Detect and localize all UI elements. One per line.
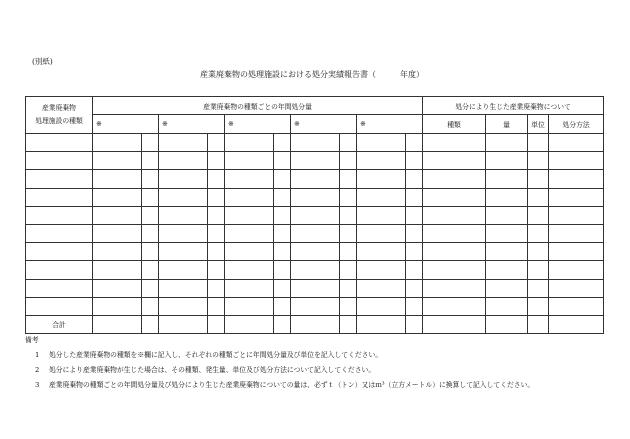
entry-cell[interactable] xyxy=(406,206,423,224)
entry-cell[interactable] xyxy=(142,297,159,315)
generated-type-header: 種類 xyxy=(423,115,486,134)
facility-type-header: 産業廃棄物 処理施設の種類 xyxy=(26,97,93,134)
note-text: 処分により産業廃棄物が生じた場合は、その種類、発生量、単位及び処分方法について記入してください。 xyxy=(49,366,376,374)
entry-cell[interactable] xyxy=(549,224,604,242)
entry-cell[interactable] xyxy=(357,261,406,279)
entry-cell[interactable] xyxy=(486,134,528,152)
note-item-2 xyxy=(25,363,534,378)
entry-cell[interactable] xyxy=(225,261,274,279)
entry-cell[interactable] xyxy=(225,170,274,188)
entry-cell[interactable] xyxy=(549,261,604,279)
entry-cell[interactable] xyxy=(274,206,291,224)
table-row xyxy=(26,243,604,261)
entry-cell[interactable] xyxy=(291,188,340,206)
entry-cell[interactable] xyxy=(340,188,357,206)
total-cell[interactable] xyxy=(93,315,142,333)
entry-cell[interactable] xyxy=(159,297,208,315)
entry-cell[interactable] xyxy=(340,170,357,188)
entry-cell[interactable] xyxy=(340,297,357,315)
entry-cell[interactable] xyxy=(486,206,528,224)
entry-cell[interactable] xyxy=(208,261,225,279)
entry-cell[interactable] xyxy=(26,243,93,261)
entry-cell[interactable] xyxy=(549,188,604,206)
entry-cell[interactable] xyxy=(26,224,93,242)
entry-cell[interactable] xyxy=(26,297,93,315)
entry-cell[interactable] xyxy=(357,188,406,206)
note-item-3 xyxy=(25,378,534,393)
entry-cell[interactable] xyxy=(357,134,406,152)
entry-cell[interactable] xyxy=(142,261,159,279)
entry-cell[interactable] xyxy=(340,224,357,242)
entry-cell[interactable] xyxy=(340,206,357,224)
table-row xyxy=(26,279,604,297)
entry-cell[interactable] xyxy=(208,206,225,224)
entry-cell[interactable] xyxy=(159,206,208,224)
entry-cell[interactable] xyxy=(406,170,423,188)
entry-cell[interactable] xyxy=(274,170,291,188)
entry-cell[interactable] xyxy=(357,279,406,297)
total-cell[interactable] xyxy=(291,315,340,333)
total-label: 合計 xyxy=(26,315,93,333)
entry-cell[interactable] xyxy=(159,152,208,170)
entry-cell[interactable] xyxy=(486,279,528,297)
entry-cell[interactable] xyxy=(93,261,142,279)
notes-heading: 備考 xyxy=(25,336,39,344)
total-cell[interactable] xyxy=(274,315,291,333)
entry-cell[interactable] xyxy=(549,170,604,188)
table-row xyxy=(26,152,604,170)
entry-cell[interactable] xyxy=(274,188,291,206)
total-cell[interactable] xyxy=(159,315,208,333)
total-cell[interactable] xyxy=(486,315,528,333)
entry-cell[interactable] xyxy=(406,134,423,152)
entry-cell[interactable] xyxy=(291,243,340,261)
entry-cell[interactable] xyxy=(340,134,357,152)
entry-cell[interactable] xyxy=(357,224,406,242)
entry-cell[interactable] xyxy=(208,243,225,261)
entry-cell[interactable] xyxy=(423,243,486,261)
entry-cell[interactable] xyxy=(142,134,159,152)
entry-cell[interactable] xyxy=(528,224,549,242)
waste-type-mark-4: ※ xyxy=(291,115,357,134)
entry-cell[interactable] xyxy=(159,279,208,297)
entry-cell[interactable] xyxy=(142,243,159,261)
entry-cell[interactable] xyxy=(486,297,528,315)
entry-cell[interactable] xyxy=(274,134,291,152)
note-number: 1 xyxy=(35,351,40,359)
entry-cell[interactable] xyxy=(406,297,423,315)
entry-cell[interactable] xyxy=(528,243,549,261)
entry-cell[interactable] xyxy=(528,170,549,188)
entry-cell[interactable] xyxy=(93,297,142,315)
entry-cell[interactable] xyxy=(274,243,291,261)
table-row xyxy=(26,188,604,206)
entry-cell[interactable] xyxy=(486,261,528,279)
entry-cell[interactable] xyxy=(528,152,549,170)
entry-cell[interactable] xyxy=(274,261,291,279)
generated-method-header: 処分方法 xyxy=(549,115,604,134)
entry-cell[interactable] xyxy=(208,297,225,315)
entry-cell[interactable] xyxy=(225,188,274,206)
entry-cell[interactable] xyxy=(26,261,93,279)
entry-cell[interactable] xyxy=(159,188,208,206)
entry-cell[interactable] xyxy=(528,134,549,152)
entry-cell[interactable] xyxy=(26,206,93,224)
table-row xyxy=(26,297,604,315)
entry-cell[interactable] xyxy=(549,206,604,224)
total-row xyxy=(26,315,604,333)
entry-cell[interactable] xyxy=(159,261,208,279)
entry-cell[interactable] xyxy=(93,206,142,224)
entry-cell[interactable] xyxy=(208,152,225,170)
entry-cell[interactable] xyxy=(406,243,423,261)
note-text: 産業廃棄物の種類ごとの年間処分量及び処分により生じた産業廃棄物についての量は、必ずｔ（トン）又はｍ³（立方メートル）に換算して記入してください。 xyxy=(49,381,535,389)
note-number: 2 xyxy=(35,366,40,374)
entry-cell[interactable] xyxy=(406,224,423,242)
total-cell[interactable] xyxy=(208,315,225,333)
entry-cell[interactable] xyxy=(93,224,142,242)
entry-cell[interactable] xyxy=(274,279,291,297)
generated-amount-header: 量 xyxy=(486,115,528,134)
waste-type-mark-2: ※ xyxy=(159,115,225,134)
entry-cell[interactable] xyxy=(549,279,604,297)
entry-cell[interactable] xyxy=(423,261,486,279)
entry-cell[interactable] xyxy=(208,224,225,242)
entry-cell[interactable] xyxy=(406,261,423,279)
note-item-1 xyxy=(25,348,534,363)
entry-cell[interactable] xyxy=(291,206,340,224)
entry-cell[interactable] xyxy=(357,243,406,261)
table-row xyxy=(26,206,604,224)
entry-cell[interactable] xyxy=(357,297,406,315)
entry-cell[interactable] xyxy=(159,224,208,242)
entry-cell[interactable] xyxy=(340,261,357,279)
entry-cell[interactable] xyxy=(93,243,142,261)
entry-cell[interactable] xyxy=(486,224,528,242)
entry-cell[interactable] xyxy=(486,243,528,261)
total-cell[interactable] xyxy=(225,315,274,333)
entry-cell[interactable] xyxy=(340,243,357,261)
entry-cell[interactable] xyxy=(291,152,340,170)
entry-cell[interactable] xyxy=(225,279,274,297)
entry-cell[interactable] xyxy=(291,297,340,315)
entry-cell[interactable] xyxy=(423,297,486,315)
entry-cell[interactable] xyxy=(486,170,528,188)
notes-section xyxy=(25,333,534,393)
waste-type-mark-3: ※ xyxy=(225,115,291,134)
entry-cell[interactable] xyxy=(291,224,340,242)
table-row xyxy=(26,170,604,188)
entry-cell[interactable] xyxy=(549,134,604,152)
entry-cell[interactable] xyxy=(142,188,159,206)
entry-cell[interactable] xyxy=(93,170,142,188)
total-cell[interactable] xyxy=(423,315,486,333)
entry-cell[interactable] xyxy=(406,279,423,297)
entry-cell[interactable] xyxy=(142,170,159,188)
entry-cell[interactable] xyxy=(528,297,549,315)
entry-cell[interactable] xyxy=(291,279,340,297)
waste-type-mark-1: ※ xyxy=(93,115,159,134)
entry-cell[interactable] xyxy=(549,152,604,170)
entry-cell[interactable] xyxy=(528,188,549,206)
table-row xyxy=(26,224,604,242)
entry-cell[interactable] xyxy=(549,297,604,315)
total-cell[interactable] xyxy=(357,315,406,333)
entry-cell[interactable] xyxy=(93,134,142,152)
entry-cell[interactable] xyxy=(225,224,274,242)
entry-cell[interactable] xyxy=(549,243,604,261)
total-cell[interactable] xyxy=(528,315,549,333)
entry-cell[interactable] xyxy=(159,170,208,188)
entry-cell[interactable] xyxy=(93,279,142,297)
entry-cell[interactable] xyxy=(291,134,340,152)
entry-cell[interactable] xyxy=(225,243,274,261)
entry-cell[interactable] xyxy=(291,261,340,279)
entry-cell[interactable] xyxy=(225,152,274,170)
entry-cell[interactable] xyxy=(142,206,159,224)
entry-cell[interactable] xyxy=(208,134,225,152)
entry-cell[interactable] xyxy=(406,188,423,206)
entry-cell[interactable] xyxy=(423,134,486,152)
entry-cell[interactable] xyxy=(225,134,274,152)
entry-cell[interactable] xyxy=(93,188,142,206)
entry-cell[interactable] xyxy=(274,152,291,170)
total-cell[interactable] xyxy=(549,315,604,333)
entry-cell[interactable] xyxy=(159,134,208,152)
entry-cell[interactable] xyxy=(340,279,357,297)
waste-type-mark-5: ※ xyxy=(357,115,423,134)
entry-cell[interactable] xyxy=(357,152,406,170)
entry-cell[interactable] xyxy=(208,170,225,188)
entry-cell[interactable] xyxy=(423,279,486,297)
subheader-row xyxy=(26,115,604,134)
entry-cell[interactable] xyxy=(274,297,291,315)
entry-cell[interactable] xyxy=(274,224,291,242)
entry-cell[interactable] xyxy=(225,206,274,224)
entry-cell[interactable] xyxy=(486,152,528,170)
entry-cell[interactable] xyxy=(142,152,159,170)
entry-cell[interactable] xyxy=(93,152,142,170)
entry-cell[interactable] xyxy=(340,152,357,170)
entry-cell[interactable] xyxy=(225,297,274,315)
entry-cell[interactable] xyxy=(142,279,159,297)
entry-cell[interactable] xyxy=(423,206,486,224)
entry-cell[interactable] xyxy=(26,279,93,297)
entry-cell[interactable] xyxy=(486,188,528,206)
entry-cell[interactable] xyxy=(406,152,423,170)
entry-cell[interactable] xyxy=(208,188,225,206)
total-cell[interactable] xyxy=(142,315,159,333)
disposal-report-table xyxy=(25,96,604,334)
entry-cell[interactable] xyxy=(528,279,549,297)
entry-cell[interactable] xyxy=(357,170,406,188)
entry-cell[interactable] xyxy=(357,206,406,224)
note-text: 処分した産業廃棄物の種類を※欄に記入し、それぞれの種類ごとに年間処分量及び単位を記入してください。 xyxy=(49,351,383,359)
entry-cell[interactable] xyxy=(423,152,486,170)
report-title: 産業廃棄物の処理施設における処分実績報告書（ 年度） xyxy=(200,70,424,79)
entry-cell[interactable] xyxy=(423,170,486,188)
total-cell[interactable] xyxy=(406,315,423,333)
entry-cell[interactable] xyxy=(26,170,93,188)
table-row xyxy=(26,261,604,279)
generated-waste-header: 処分により生じた産業廃棄物について xyxy=(423,97,604,115)
entry-cell[interactable] xyxy=(423,188,486,206)
entry-cell[interactable] xyxy=(528,206,549,224)
generated-unit-header: 単位 xyxy=(528,115,549,134)
note-number: 3 xyxy=(35,381,40,389)
entry-cell[interactable] xyxy=(159,243,208,261)
entry-cell[interactable] xyxy=(291,170,340,188)
entry-cell[interactable] xyxy=(142,224,159,242)
entry-cell[interactable] xyxy=(423,224,486,242)
annual-amount-header: 産業廃棄物の種類ごとの年間処分量 xyxy=(93,97,423,115)
total-cell[interactable] xyxy=(340,315,357,333)
entry-cell[interactable] xyxy=(26,152,93,170)
entry-cell[interactable] xyxy=(26,188,93,206)
entry-cell[interactable] xyxy=(26,134,93,152)
entry-cell[interactable] xyxy=(528,261,549,279)
attachment-label: (別紙) xyxy=(32,57,53,66)
table-row xyxy=(26,134,604,152)
entry-cell[interactable] xyxy=(208,279,225,297)
